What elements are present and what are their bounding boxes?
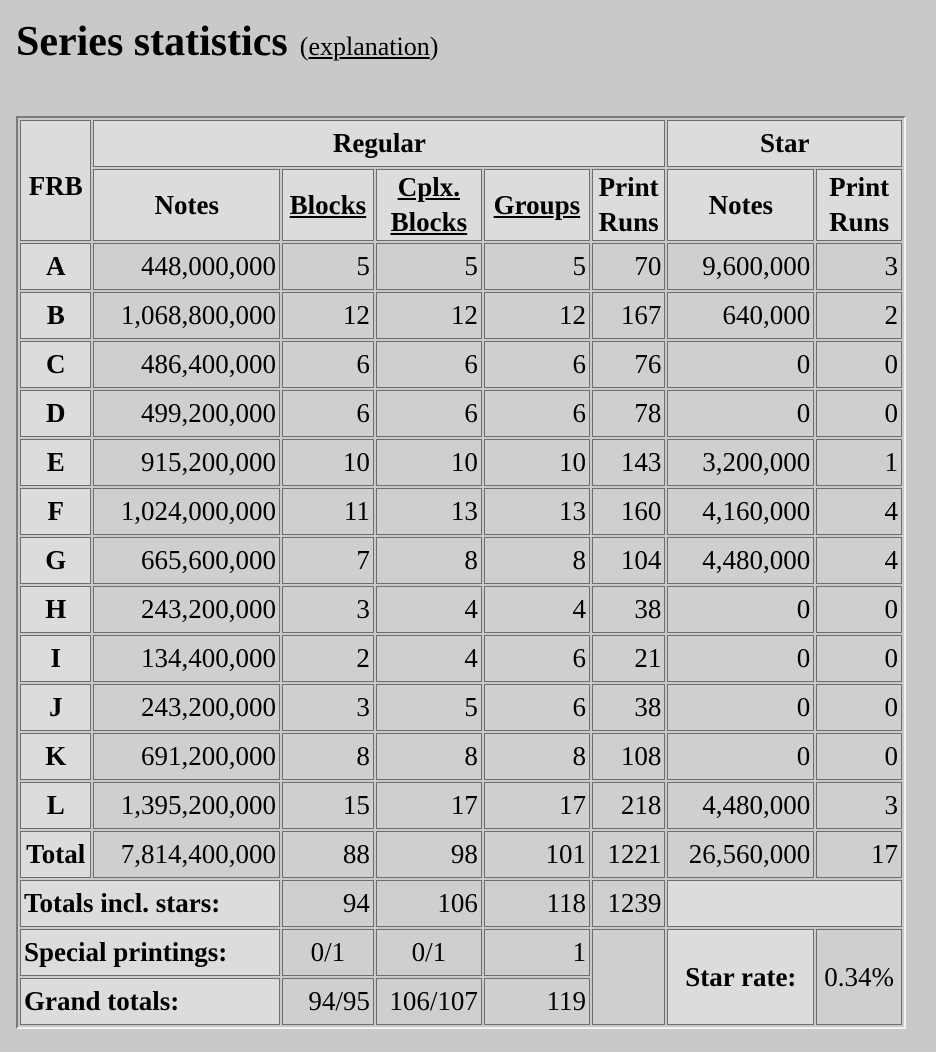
total-notes: 7,814,400,000 xyxy=(93,831,280,878)
frb-header: FRB xyxy=(20,120,91,241)
cplx-blocks-cell: 4 xyxy=(376,586,482,633)
special-blocks: 0/1 xyxy=(282,929,374,976)
notes-cell: 1,024,000,000 xyxy=(93,488,280,535)
incl-stars-print-runs: 1239 xyxy=(592,880,665,927)
total-star-notes: 26,560,000 xyxy=(667,831,814,878)
cplx-blocks-cell: 8 xyxy=(376,733,482,780)
print-runs-line-2: Runs xyxy=(598,207,659,238)
blocks-cell: 5 xyxy=(282,243,374,290)
totals-incl-stars-label: Totals incl. stars: xyxy=(20,880,280,927)
frb-cell: H xyxy=(20,586,91,633)
explanation-link[interactable]: explanation xyxy=(308,32,430,61)
print-runs-cell: 104 xyxy=(592,537,665,584)
grand-totals-label: Grand totals: xyxy=(20,978,280,1025)
star-group-header: Star xyxy=(667,120,902,167)
frb-cell: K xyxy=(20,733,91,780)
cplx-blocks-header-link[interactable] xyxy=(391,172,468,237)
star-notes-cell: 0 xyxy=(667,586,814,633)
blocks-cell: 3 xyxy=(282,586,374,633)
blocks-cell: 6 xyxy=(282,341,374,388)
print-runs-cell: 38 xyxy=(592,586,665,633)
notes-cell: 486,400,000 xyxy=(93,341,280,388)
incl-stars-blank xyxy=(667,880,902,927)
grand-blocks: 94/95 xyxy=(282,978,374,1025)
page-header xyxy=(16,18,438,66)
groups-cell: 6 xyxy=(484,684,590,731)
special-cplx-blocks: 0/1 xyxy=(376,929,482,976)
notes-cell: 1,068,800,000 xyxy=(93,292,280,339)
table-row xyxy=(20,292,902,339)
print-runs-line-1: Print xyxy=(598,172,659,202)
frb-cell: E xyxy=(20,439,91,486)
star-notes-cell: 4,480,000 xyxy=(667,537,814,584)
star-runs-cell: 0 xyxy=(816,390,902,437)
cplx-blocks-cell: 13 xyxy=(376,488,482,535)
print-runs-cell: 143 xyxy=(592,439,665,486)
star-notes-header: Notes xyxy=(667,169,814,241)
blocks-cell: 15 xyxy=(282,782,374,829)
print-runs-cell: 160 xyxy=(592,488,665,535)
frb-cell: L xyxy=(20,782,91,829)
star-runs-cell: 3 xyxy=(816,782,902,829)
star-notes-cell: 3,200,000 xyxy=(667,439,814,486)
star-print-runs-line-2: Runs xyxy=(829,207,890,238)
grand-cplx-blocks: 106/107 xyxy=(376,978,482,1025)
total-row xyxy=(20,831,902,878)
star-notes-cell: 0 xyxy=(667,390,814,437)
totals-incl-stars-row xyxy=(20,880,902,927)
star-notes-cell: 0 xyxy=(667,341,814,388)
page-title: Series statistics xyxy=(16,19,288,65)
blocks-cell: 2 xyxy=(282,635,374,682)
cplx-blocks-cell: 12 xyxy=(376,292,482,339)
notes-header: Notes xyxy=(93,169,280,241)
frb-cell: A xyxy=(20,243,91,290)
groups-cell: 13 xyxy=(484,488,590,535)
blocks-cell: 10 xyxy=(282,439,374,486)
total-cplx-blocks: 98 xyxy=(376,831,482,878)
cplx-blocks-cell: 6 xyxy=(376,390,482,437)
cplx-blocks-cell: 5 xyxy=(376,243,482,290)
total-print-runs: 1221 xyxy=(592,831,665,878)
cplx-blocks-cell: 4 xyxy=(376,635,482,682)
notes-cell: 448,000,000 xyxy=(93,243,280,290)
blocks-header-link[interactable]: Blocks xyxy=(289,189,367,220)
explanation-open-paren: ( xyxy=(299,32,309,61)
print-runs-cell: 167 xyxy=(592,292,665,339)
cplx-line-2: Blocks xyxy=(390,207,468,238)
star-print-runs-header xyxy=(816,169,902,241)
print-runs-cell: 70 xyxy=(592,243,665,290)
cplx-line-1: Cplx. xyxy=(397,172,460,202)
blocks-cell: 12 xyxy=(282,292,374,339)
table-row xyxy=(20,439,902,486)
groups-cell: 17 xyxy=(484,782,590,829)
star-runs-cell: 0 xyxy=(816,733,902,780)
star-runs-cell: 2 xyxy=(816,292,902,339)
cplx-blocks-cell: 10 xyxy=(376,439,482,486)
star-runs-cell: 0 xyxy=(816,586,902,633)
groups-header[interactable] xyxy=(484,169,590,241)
frb-cell: I xyxy=(20,635,91,682)
star-print-runs-line-1: Print xyxy=(829,172,890,202)
table-row xyxy=(20,341,902,388)
groups-cell: 12 xyxy=(484,292,590,339)
star-notes-cell: 4,480,000 xyxy=(667,782,814,829)
groups-cell: 6 xyxy=(484,635,590,682)
notes-cell: 1,395,200,000 xyxy=(93,782,280,829)
frb-cell: G xyxy=(20,537,91,584)
special-printings-row xyxy=(20,929,902,976)
star-runs-cell: 4 xyxy=(816,488,902,535)
notes-cell: 243,200,000 xyxy=(93,684,280,731)
cplx-blocks-cell: 17 xyxy=(376,782,482,829)
groups-cell: 8 xyxy=(484,733,590,780)
frb-cell: D xyxy=(20,390,91,437)
blocks-cell: 11 xyxy=(282,488,374,535)
star-runs-cell: 0 xyxy=(816,684,902,731)
cplx-blocks-cell: 5 xyxy=(376,684,482,731)
incl-stars-cplx-blocks: 106 xyxy=(376,880,482,927)
groups-cell: 4 xyxy=(484,586,590,633)
star-notes-cell: 9,600,000 xyxy=(667,243,814,290)
print-runs-cell: 21 xyxy=(592,635,665,682)
table-row xyxy=(20,733,902,780)
star-runs-cell: 4 xyxy=(816,537,902,584)
series-statistics-table xyxy=(16,116,906,1029)
table-row xyxy=(20,635,902,682)
cplx-blocks-cell: 8 xyxy=(376,537,482,584)
frb-cell: J xyxy=(20,684,91,731)
star-notes-cell: 4,160,000 xyxy=(667,488,814,535)
blocks-cell: 7 xyxy=(282,537,374,584)
table-row xyxy=(20,390,902,437)
explanation-close-paren: ) xyxy=(429,32,439,61)
groups-header-link[interactable]: Groups xyxy=(493,189,581,220)
blocks-cell: 3 xyxy=(282,684,374,731)
print-runs-header xyxy=(592,169,665,241)
print-runs-cell: 38 xyxy=(592,684,665,731)
blocks-cell: 6 xyxy=(282,390,374,437)
special-runs-blank xyxy=(592,929,665,1025)
star-notes-cell: 0 xyxy=(667,684,814,731)
print-runs-cell: 108 xyxy=(592,733,665,780)
print-runs-cell: 78 xyxy=(592,390,665,437)
table-row xyxy=(20,243,902,290)
special-groups: 1 xyxy=(484,929,590,976)
table-row xyxy=(20,586,902,633)
incl-stars-groups: 118 xyxy=(484,880,590,927)
regular-group-header: Regular xyxy=(93,120,665,167)
special-printings-label: Special printings: xyxy=(20,929,280,976)
frb-cell: C xyxy=(20,341,91,388)
groups-cell: 10 xyxy=(484,439,590,486)
incl-stars-blocks: 94 xyxy=(282,880,374,927)
notes-cell: 243,200,000 xyxy=(93,586,280,633)
explanation-note xyxy=(300,32,439,61)
notes-cell: 665,600,000 xyxy=(93,537,280,584)
star-notes-cell: 0 xyxy=(667,635,814,682)
notes-cell: 499,200,000 xyxy=(93,390,280,437)
print-runs-cell: 76 xyxy=(592,341,665,388)
table-row xyxy=(20,684,902,731)
cplx-blocks-cell: 6 xyxy=(376,341,482,388)
star-runs-cell: 0 xyxy=(816,635,902,682)
table-row xyxy=(20,782,902,829)
star-rate-value: 0.34% xyxy=(816,929,902,1025)
groups-cell: 6 xyxy=(484,390,590,437)
table-row xyxy=(20,537,902,584)
print-runs-cell: 218 xyxy=(592,782,665,829)
notes-cell: 134,400,000 xyxy=(93,635,280,682)
total-groups: 101 xyxy=(484,831,590,878)
total-star-runs: 17 xyxy=(816,831,902,878)
star-rate-label: Star rate: xyxy=(667,929,814,1025)
cplx-blocks-header[interactable] xyxy=(376,169,482,241)
star-runs-cell: 0 xyxy=(816,341,902,388)
star-runs-cell: 1 xyxy=(816,439,902,486)
groups-cell: 8 xyxy=(484,537,590,584)
notes-cell: 915,200,000 xyxy=(93,439,280,486)
star-notes-cell: 640,000 xyxy=(667,292,814,339)
blocks-header[interactable] xyxy=(282,169,374,241)
groups-cell: 6 xyxy=(484,341,590,388)
star-notes-cell: 0 xyxy=(667,733,814,780)
blocks-cell: 8 xyxy=(282,733,374,780)
grand-groups: 119 xyxy=(484,978,590,1025)
notes-cell: 691,200,000 xyxy=(93,733,280,780)
frb-cell: B xyxy=(20,292,91,339)
total-label: Total xyxy=(20,831,91,878)
star-runs-cell: 3 xyxy=(816,243,902,290)
groups-cell: 5 xyxy=(484,243,590,290)
total-blocks: 88 xyxy=(282,831,374,878)
frb-cell: F xyxy=(20,488,91,535)
table-row xyxy=(20,488,902,535)
